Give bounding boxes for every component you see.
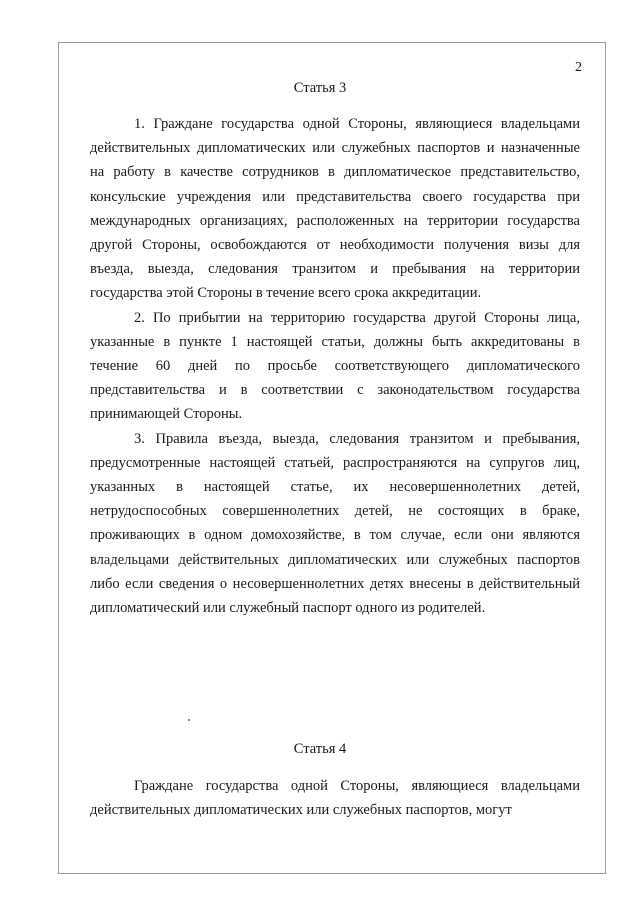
article-4-paragraph-1: Граждане государства одной Стороны, являющиеся владельцами действительных дипломатических или служебных паспортов, могут bbox=[90, 778, 580, 819]
page-number: 2 bbox=[575, 60, 582, 75]
article-3-paragraph-3: 3. Правила въезда, выезда, следования транзитом и пребывания, предусмотренные настоящей статьей, распространяются на супругов лиц, указанных в настоящей статье, их несовершеннолетних детей, нетрудоспособных совершеннолетних детей, не состоящих в браке, проживающих в одном домохозяйстве, в том случае, если они являются владельцами действительных дипломатических или служебных паспортов либо если сведения о несовершеннолетних детях внесены в действительный дипломатический или служебный паспорт одного из родителей. bbox=[90, 430, 580, 617]
article-4-heading: Статья 4 bbox=[293, 741, 347, 757]
scan-speck bbox=[188, 719, 190, 721]
article-3-paragraph-1: 1. Граждане государства одной Стороны, являющиеся владельцами действительных дипломатических или служебных паспортов и назначенные на работу в качестве сотрудников в дипломатическое представительство, консульские учреждения или представительства своего государства при международных организациях, расположенных на территории государства другой Стороны, освобождаются от необходимости получения визы для въезда, выезда, следования транзитом и пребывания на территории государства этой Стороны в течение всего срока аккредитации. bbox=[90, 116, 580, 302]
article-3-body bbox=[90, 112, 580, 620]
article-3-heading: Статья 3 bbox=[293, 80, 347, 96]
article-4-body bbox=[90, 774, 580, 822]
article-3-paragraph-2: 2. По прибытии на территорию государства другой Стороны лица, указанные в пункте 1 настоящей статьи, должны быть аккредитованы в течение 60 дней по просьбе соответствующего дипломатического представительства и в соответствии с законодательством государства принимающей Стороны. bbox=[90, 309, 580, 423]
